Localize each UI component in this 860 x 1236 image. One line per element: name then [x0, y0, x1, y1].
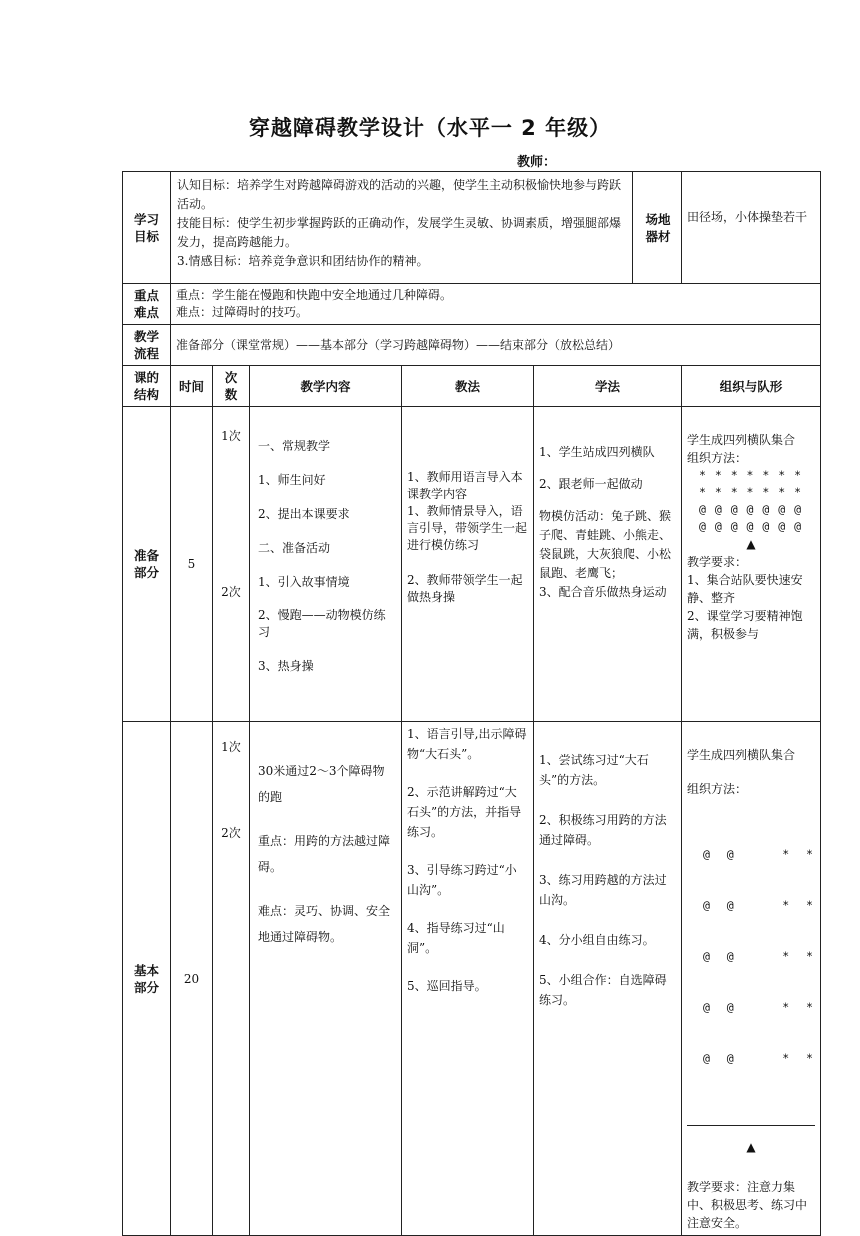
- study-item: 2、积极练习用跨的方法通过障碍。: [539, 813, 667, 847]
- column-header-row: [123, 366, 821, 407]
- col-study: 学法: [534, 366, 682, 407]
- divider: [687, 1125, 815, 1126]
- requirement-item: 2、课堂学习要精神饱满，积极参与: [687, 609, 803, 641]
- formation-line: * * * * * * *: [699, 468, 803, 482]
- content-item: 1、师生问好: [258, 473, 326, 487]
- keypoints-label: 重点 难点: [123, 284, 171, 325]
- flow-value: 准备部分（课堂常规）——基本部分（学习跨越障碍物）——结束部分（放松总结）: [171, 325, 821, 366]
- study-item: 1、尝试练习过“大石头”的方法。: [539, 753, 649, 787]
- study-item: 2、跟老师一起做动: [539, 477, 643, 491]
- formation-line: @ @ * *: [703, 1051, 814, 1065]
- study-item: 3、配合音乐做热身运动: [539, 585, 667, 599]
- method-item: 1、教师用语言导入本课教学内容: [407, 470, 523, 501]
- formation-line: * * * * * * *: [699, 485, 803, 499]
- study-item: 4、分小组自由练习。: [539, 933, 655, 947]
- method-item: 1、教师情景导入，语言引导，带领学生一起进行模仿练习: [407, 504, 528, 552]
- study-item: 5、小组合作：自选障碍练习。: [539, 973, 667, 1007]
- content-item: 重点：用跨的方法越过障碍。: [258, 834, 391, 874]
- table-row: [123, 722, 821, 1236]
- difficult-point: 难点：过障碍时的技巧。: [176, 305, 309, 319]
- method-item: 2、教师带领学生一起做热身操: [407, 573, 523, 604]
- col-content: 教学内容: [250, 366, 402, 407]
- requirement-item: 教学要求：: [687, 555, 748, 569]
- time-basic: 20: [171, 722, 213, 1236]
- content-item: 难点：灵巧、协调、安全地通过障碍物。: [258, 904, 391, 944]
- objective-cognitive: 认知目标：培养学生对跨越障碍游戏的活动的兴趣，使学生主动积极愉快地参与跨跃活动。: [177, 178, 622, 211]
- formation-line: @ @ @ @ @ @ @: [699, 519, 803, 533]
- formation-line: @ @ * *: [703, 949, 814, 963]
- requirement-item: 1、集合站队要快速安静、整齐: [687, 573, 803, 605]
- content-item: 一、常规教学: [258, 439, 331, 453]
- formation-line: @ @ * *: [703, 898, 814, 912]
- formation-line: @ @ * *: [703, 1000, 814, 1014]
- structure-basic: 基本 部分: [123, 722, 171, 1236]
- study-item: 1、学生站成四列横队: [539, 445, 655, 459]
- method-item: 1、语言引导,出示障碍物“大石头”。: [407, 727, 527, 761]
- formation-diagram: [687, 467, 815, 535]
- teacher-position-icon: ▲: [746, 537, 756, 551]
- count-2: 2次: [221, 585, 241, 599]
- flow-label: 教学 流程: [123, 325, 171, 366]
- col-structure: 课的 结构: [123, 366, 171, 407]
- venue-value: 田径场，小体操垫若干: [682, 172, 821, 284]
- content-item: 二、准备活动: [258, 541, 331, 555]
- structure-prep: 准备 部分: [123, 407, 171, 722]
- content-item: 1、引入故事情境: [258, 575, 350, 589]
- formation-line: @ @ * *: [703, 847, 814, 861]
- col-time: 时间: [171, 366, 213, 407]
- col-count: 次 数: [213, 366, 250, 407]
- org-intro: 组织方法：: [687, 782, 748, 796]
- flow-row: [123, 325, 821, 366]
- keypoints-row: [123, 284, 821, 325]
- key-point: 重点：学生能在慢跑和快跑中安全地通过几种障碍。: [176, 288, 453, 302]
- page-title: 穿越障碍教学设计（水平一 2 年级）: [248, 116, 612, 140]
- venue-label: 场地 器材: [645, 211, 671, 244]
- study-item: 物模仿活动：兔子跳、猴子爬、青蛙跳、小熊走、袋鼠跳，大灰狼爬、小松鼠跑、老鹰飞；: [539, 509, 672, 580]
- objective-skill: 技能目标：使学生初步掌握跨跃的正确动作，发展学生灵敏、协调素质，增强腿部爆发力，提高跨越能力。: [177, 216, 622, 249]
- study-item: 3、练习用跨越的方法过山沟。: [539, 873, 667, 907]
- method-item: 5、巡回指导。: [407, 979, 487, 993]
- time-prep: 5: [171, 407, 213, 722]
- col-organization: 组织与队形: [682, 366, 821, 407]
- method-item: 2、示范讲解跨过“大石头”的方法，并指导练习。: [407, 785, 522, 839]
- objective-emotion: 3.情感目标：培养竞争意识和团结协作的精神。: [177, 254, 429, 268]
- org-intro: 组织方法：: [687, 451, 748, 465]
- teacher-label: 教师：: [517, 155, 557, 170]
- table-row: [123, 407, 821, 722]
- content-item: 30米通过2～3个障碍物的跑: [258, 764, 385, 804]
- org-intro: 学生成四列横队集合: [687, 748, 796, 762]
- count-1: 1次: [221, 740, 241, 754]
- count-1: 1次: [221, 429, 241, 443]
- content-item: 2、慢跑——动物模仿练习: [258, 608, 386, 639]
- objectives-text: [177, 176, 626, 279]
- col-method: 教法: [402, 366, 534, 407]
- method-item: 3、引导练习跨过“小山沟”。: [407, 863, 517, 897]
- requirement-item: 教学要求：注意力集中、积极思考、练习中注意安全。: [687, 1180, 808, 1230]
- content-item: 3、热身操: [258, 659, 314, 673]
- lesson-plan-table: [122, 171, 821, 1236]
- count-2: 2次: [221, 826, 241, 840]
- objectives-label: 学习 目标: [123, 172, 171, 284]
- formation-line: @ @ @ @ @ @ @: [699, 502, 803, 516]
- content-item: 2、提出本课要求: [258, 507, 350, 521]
- method-item: 4、指导练习过“山洞”。: [407, 921, 505, 955]
- objectives-row: [123, 172, 821, 284]
- teacher-position-icon: ▲: [746, 1140, 756, 1154]
- org-intro: 学生成四列横队集合: [687, 433, 796, 447]
- formation-diagram: [687, 812, 815, 1101]
